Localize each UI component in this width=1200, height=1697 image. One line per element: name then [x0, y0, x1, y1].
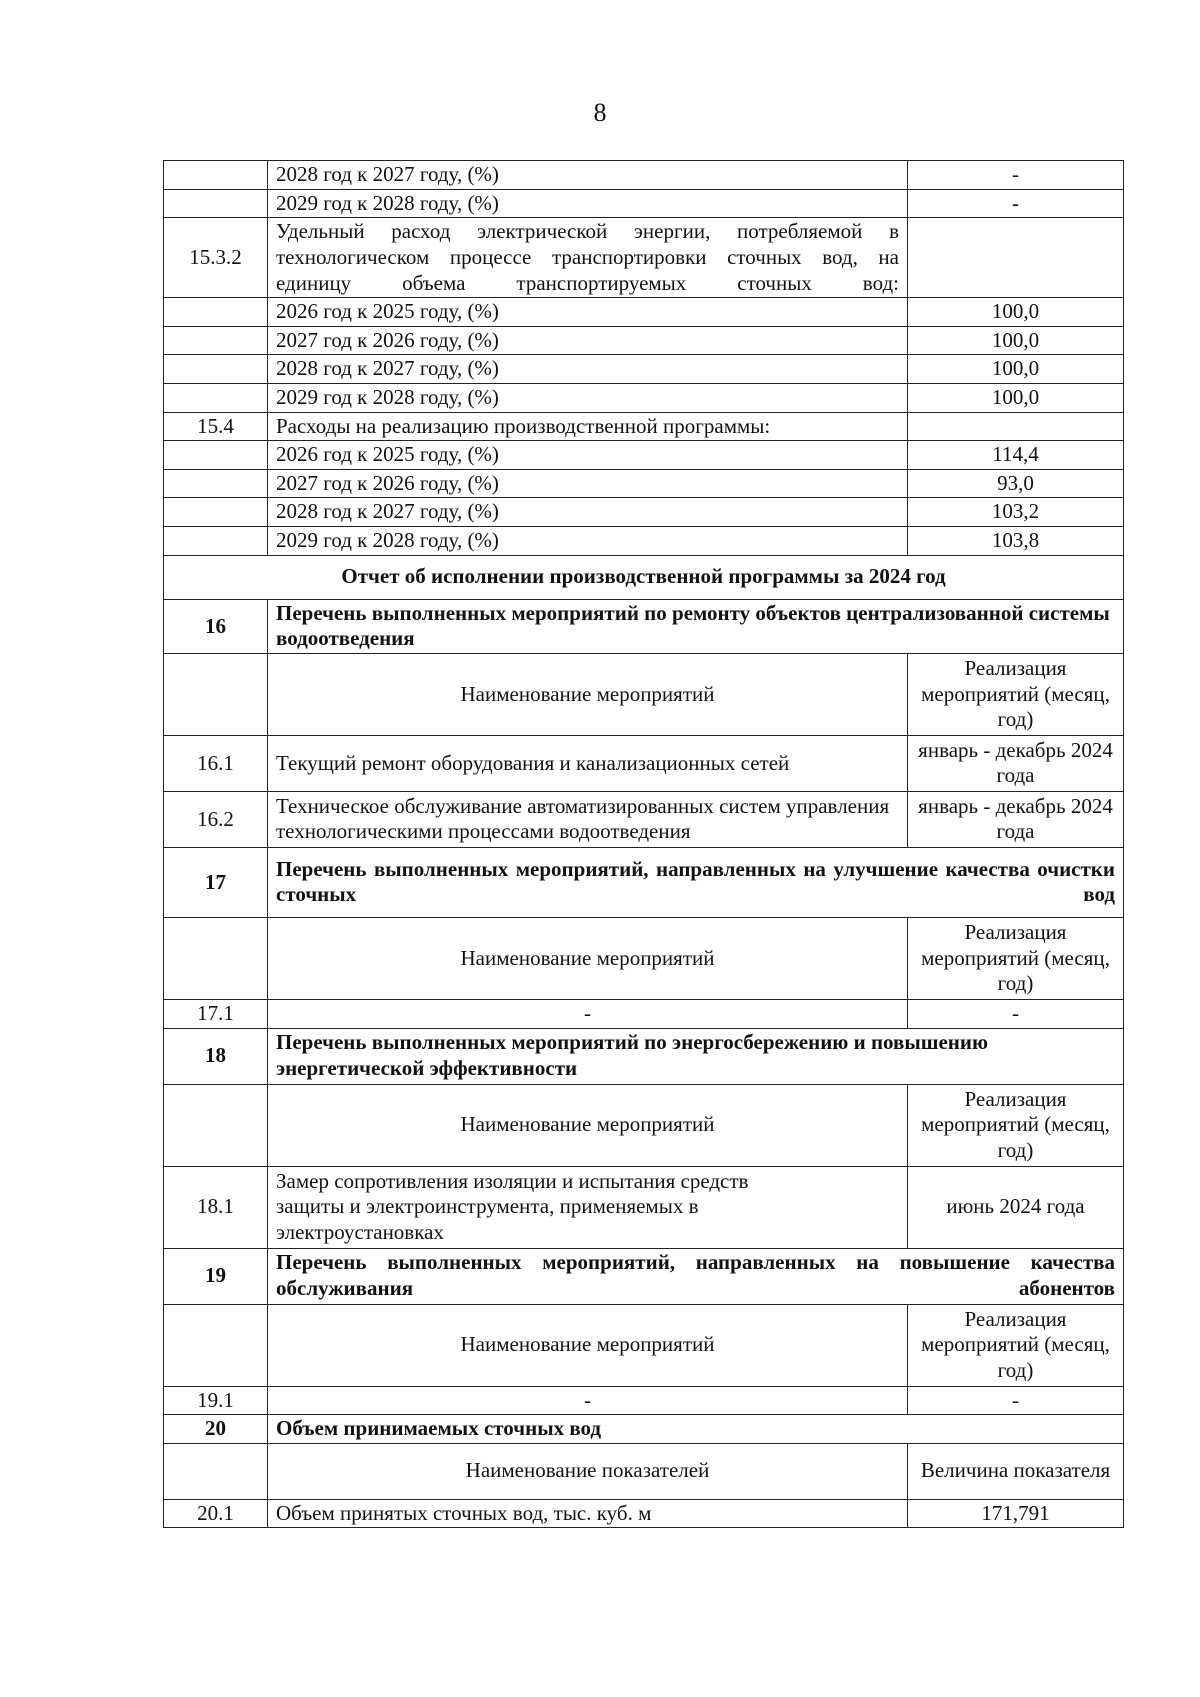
row-value: -	[908, 1386, 1124, 1415]
row-number: 16.1	[164, 735, 268, 791]
row-label: 2027 год к 2026 году, (%)	[268, 469, 908, 498]
row-label: 2026 год к 2025 году, (%)	[268, 298, 908, 327]
row-value	[908, 412, 1124, 441]
section-title: Перечень выполненных мероприятий по ремонту объектов централизованной системы водоотведения	[268, 599, 1124, 653]
row-value: июнь 2024 года	[908, 1166, 1124, 1248]
row-label: 2028 год к 2027 году, (%)	[268, 161, 908, 190]
row-label: 2028 год к 2027 году, (%)	[268, 498, 908, 527]
row-value: 114,4	[908, 441, 1124, 470]
row-number	[164, 498, 268, 527]
column-header-implementation: Реализация мероприятий (месяц, год)	[908, 1084, 1124, 1166]
row-label: Объем принятых сточных вод, тыс. куб. м	[268, 1499, 908, 1528]
row-value: 100,0	[908, 384, 1124, 413]
row-label: 2026 год к 2025 году, (%)	[268, 441, 908, 470]
row-label: 2029 год к 2028 году, (%)	[268, 527, 908, 556]
row-label: Техническое обслуживание автоматизированных систем управления технологическими процессами водоотведения	[268, 791, 908, 847]
column-header-row	[164, 1084, 1124, 1166]
column-header-row	[164, 917, 1124, 999]
row-number	[164, 326, 268, 355]
section-title: Перечень выполненных мероприятий, направленных на улучшение качества очистки сточных вод	[268, 847, 1124, 917]
row-label: -	[268, 999, 908, 1028]
row-value: -	[908, 161, 1124, 190]
row-number	[164, 161, 268, 190]
section-number: 19	[164, 1248, 268, 1304]
row-number	[164, 469, 268, 498]
table-row	[164, 1166, 1124, 1248]
section-title-row	[164, 1028, 1124, 1084]
row-number: 18.1	[164, 1166, 268, 1248]
table-row	[164, 1386, 1124, 1415]
row-label: 2029 год к 2028 году, (%)	[268, 189, 908, 218]
row-value: 100,0	[908, 355, 1124, 384]
row-value: 93,0	[908, 469, 1124, 498]
column-header-name: Наименование мероприятий	[268, 1084, 908, 1166]
empty-cell	[164, 1443, 268, 1499]
row-value: 171,791	[908, 1499, 1124, 1528]
section-title: Объем принимаемых сточных вод	[268, 1415, 1124, 1444]
column-header-row	[164, 1443, 1124, 1499]
section-title-row	[164, 847, 1124, 917]
report-heading: Отчет об исполнении производственной программы за 2024 год	[164, 555, 1124, 599]
row-label: Удельный расход электрической энергии, потребляемой в технологическом процессе транспортировки сточных вод, на единицу объема транспортируемых сточных вод:	[268, 218, 908, 298]
table-row	[164, 161, 1124, 190]
table-row	[164, 412, 1124, 441]
row-label: -	[268, 1386, 908, 1415]
row-number: 15.4	[164, 412, 268, 441]
row-value: январь - декабрь 2024 года	[908, 791, 1124, 847]
production-program-table	[163, 160, 1124, 1528]
table-row	[164, 469, 1124, 498]
table-row	[164, 355, 1124, 384]
row-value: 103,8	[908, 527, 1124, 556]
section-title-row	[164, 1415, 1124, 1444]
section-title-row	[164, 1248, 1124, 1304]
column-header-implementation: Реализация мероприятий (месяц, год)	[908, 917, 1124, 999]
row-value: -	[908, 189, 1124, 218]
row-number	[164, 441, 268, 470]
row-number	[164, 298, 268, 327]
section-title: Перечень выполненных мероприятий по энергосбережению и повышению энергетической эффективности	[268, 1028, 1124, 1084]
table-row	[164, 384, 1124, 413]
column-header-name: Наименование мероприятий	[268, 1304, 908, 1386]
empty-cell	[164, 917, 268, 999]
section-title: Перечень выполненных мероприятий, направленных на повышение качества обслуживания абонентов	[268, 1248, 1124, 1304]
empty-cell	[164, 1304, 268, 1386]
row-number	[164, 527, 268, 556]
row-number	[164, 189, 268, 218]
table-row	[164, 791, 1124, 847]
report-heading-row	[164, 555, 1124, 599]
row-number: 19.1	[164, 1386, 268, 1415]
table-row	[164, 326, 1124, 355]
table-row	[164, 218, 1124, 298]
column-header-name: Наименование показателей	[268, 1443, 908, 1499]
column-header-implementation: Реализация мероприятий (месяц, год)	[908, 653, 1124, 735]
table-row	[164, 527, 1124, 556]
row-number: 20.1	[164, 1499, 268, 1528]
page-number: 8	[593, 98, 607, 127]
table-row	[164, 999, 1124, 1028]
row-value	[908, 218, 1124, 298]
column-header-row	[164, 653, 1124, 735]
row-label: Текущий ремонт оборудования и канализационных сетей	[268, 735, 908, 791]
section-number: 20	[164, 1415, 268, 1444]
section-number: 17	[164, 847, 268, 917]
row-label: Замер сопротивления изоляции и испытания средств защиты и электроинструмента, применяемых в электроустановках	[268, 1166, 908, 1248]
section-number: 16	[164, 599, 268, 653]
row-value: 103,2	[908, 498, 1124, 527]
column-header-value: Величина показателя	[908, 1443, 1124, 1499]
row-value: -	[908, 999, 1124, 1028]
row-number	[164, 355, 268, 384]
empty-cell	[164, 653, 268, 735]
table-row	[164, 735, 1124, 791]
row-number	[164, 384, 268, 413]
column-header-row	[164, 1304, 1124, 1386]
row-number: 15.3.2	[164, 218, 268, 298]
table-row	[164, 498, 1124, 527]
table-row	[164, 298, 1124, 327]
row-number: 16.2	[164, 791, 268, 847]
table-row	[164, 441, 1124, 470]
empty-cell	[164, 1084, 268, 1166]
section-number: 18	[164, 1028, 268, 1084]
row-label: 2029 год к 2028 году, (%)	[268, 384, 908, 413]
column-header-name: Наименование мероприятий	[268, 653, 908, 735]
row-value: 100,0	[908, 326, 1124, 355]
column-header-name: Наименование мероприятий	[268, 917, 908, 999]
row-label: Расходы на реализацию производственной программы:	[268, 412, 908, 441]
row-number: 17.1	[164, 999, 268, 1028]
section-title-row	[164, 599, 1124, 653]
row-label: 2027 год к 2026 году, (%)	[268, 326, 908, 355]
row-value: январь - декабрь 2024 года	[908, 735, 1124, 791]
table-row	[164, 189, 1124, 218]
row-value: 100,0	[908, 298, 1124, 327]
column-header-implementation: Реализация мероприятий (месяц, год)	[908, 1304, 1124, 1386]
table-row	[164, 1499, 1124, 1528]
row-label: 2028 год к 2027 году, (%)	[268, 355, 908, 384]
